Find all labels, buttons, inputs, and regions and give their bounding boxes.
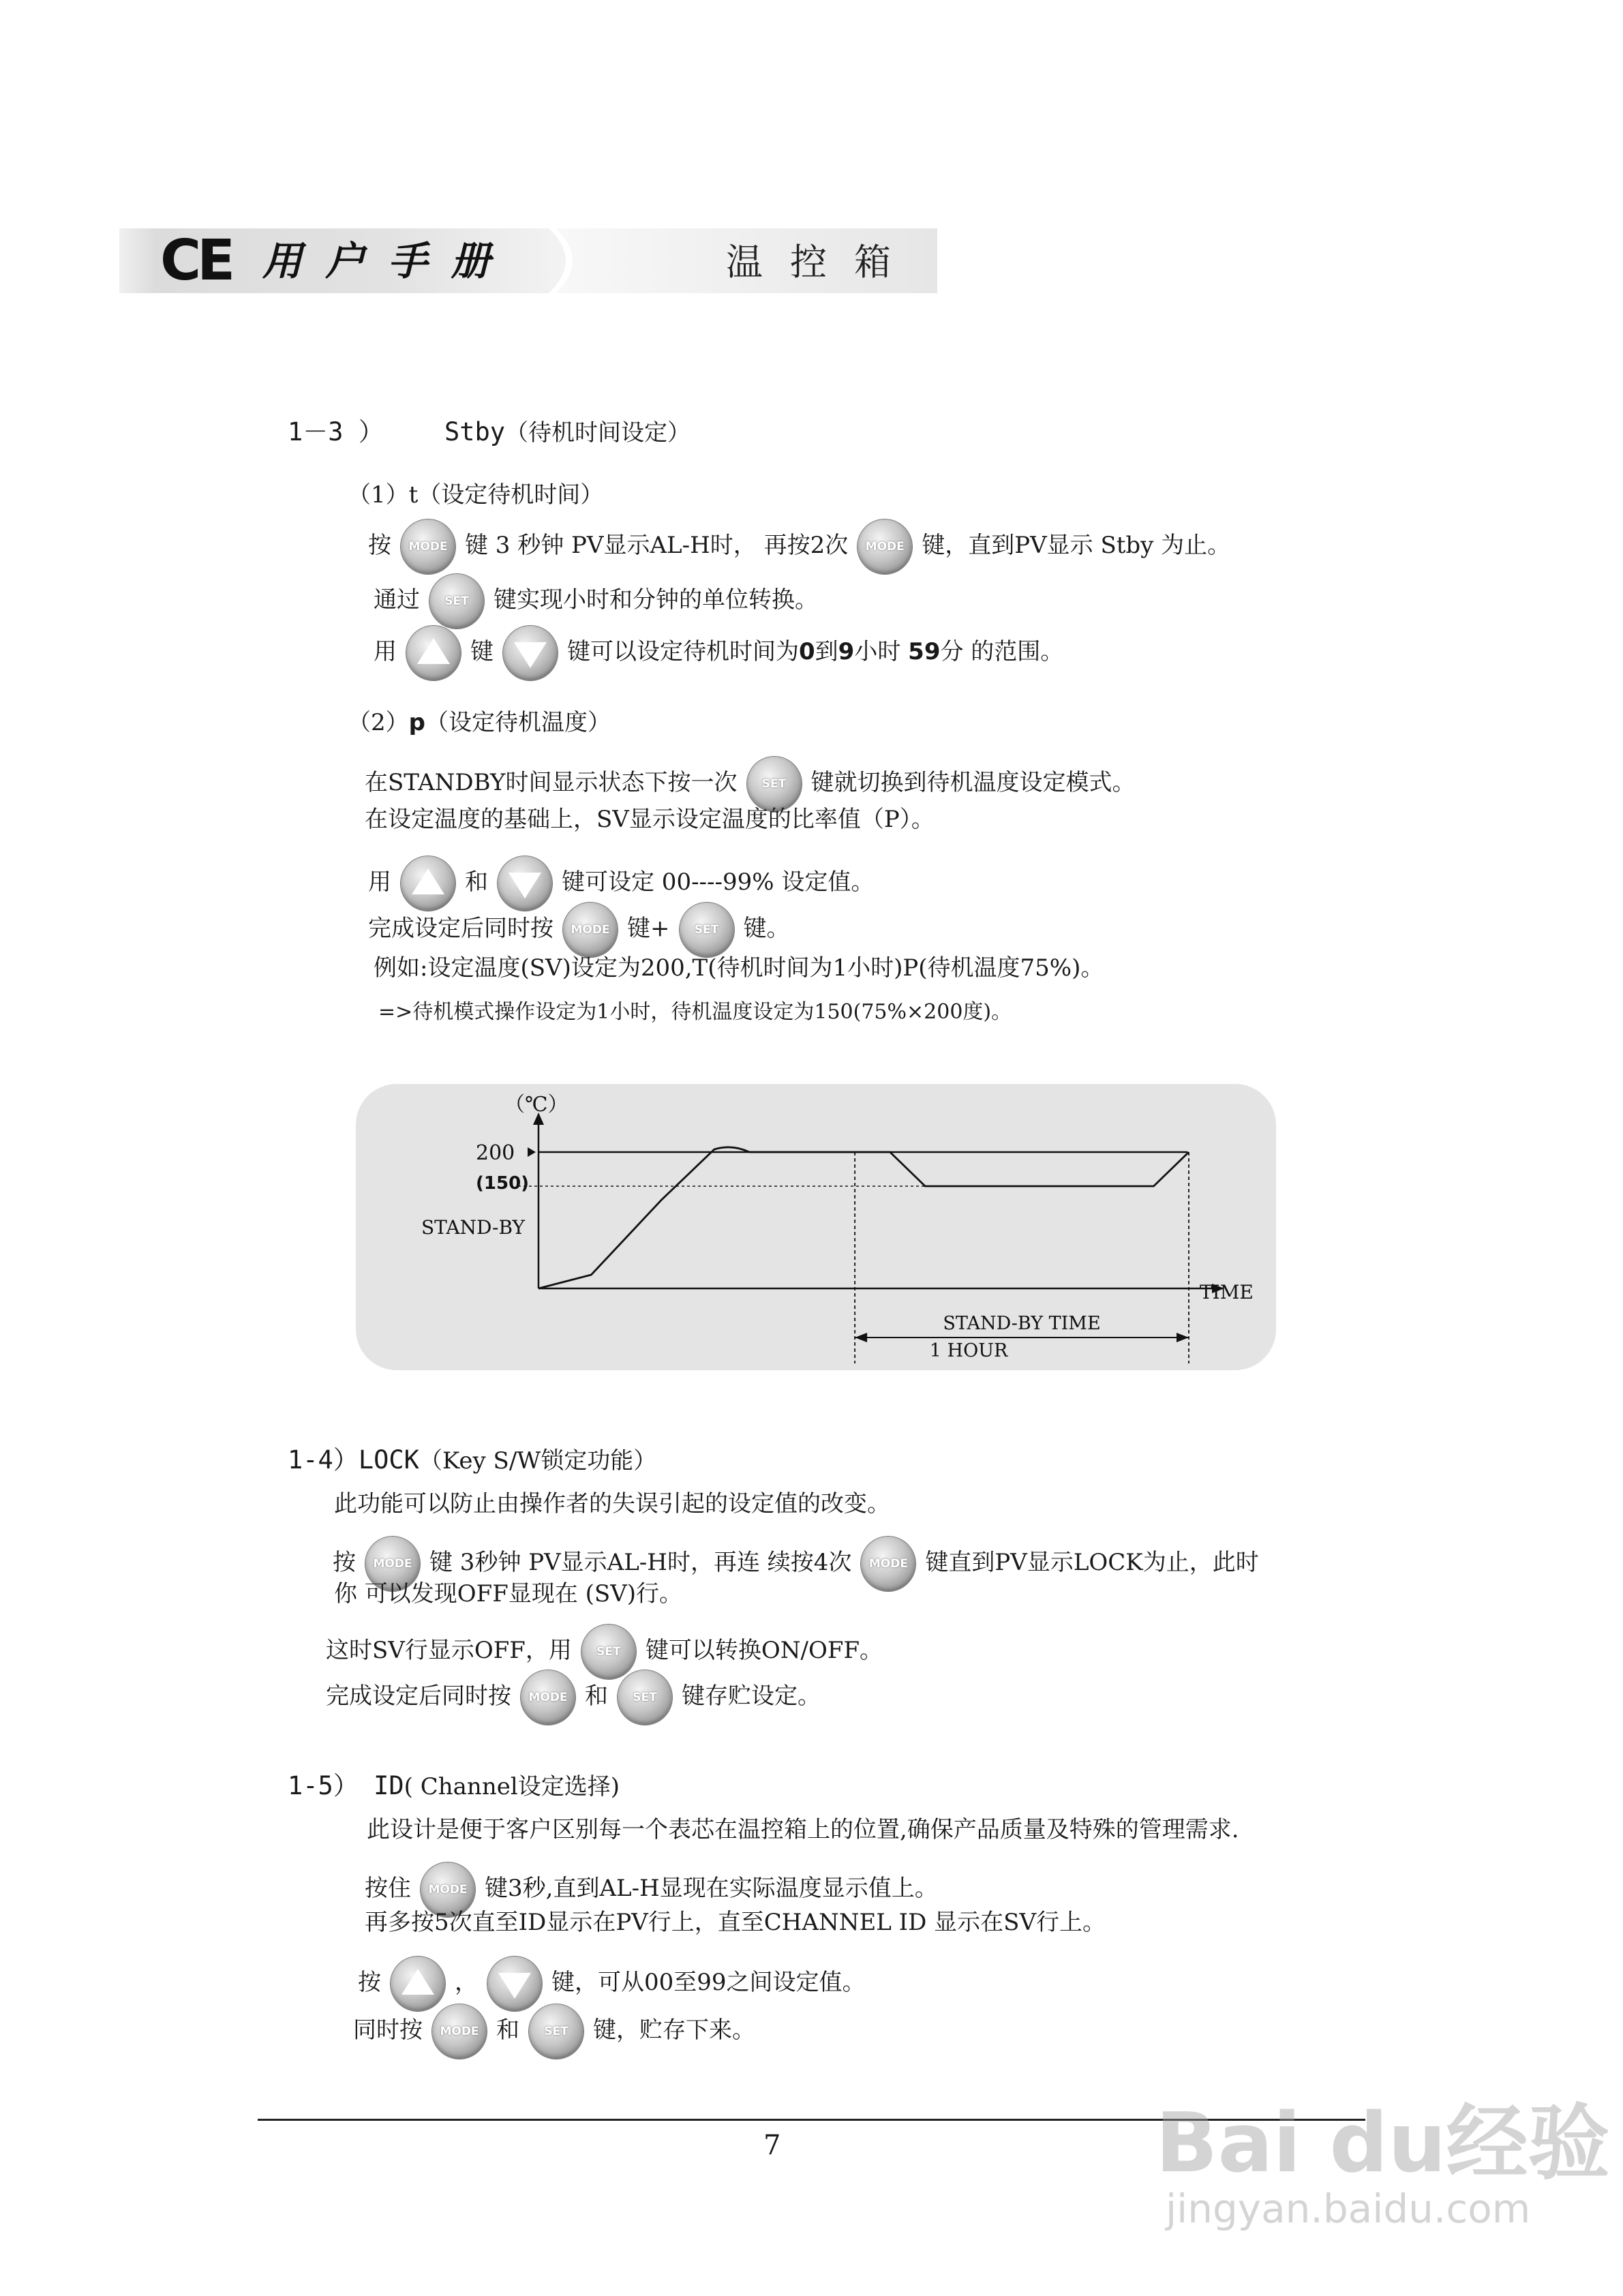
standby-label: STAND-BY <box>421 1216 526 1239</box>
mode-key-icon: MODE <box>401 519 455 574</box>
s13-line-2: 通过 SET 键实现小时和分钟的单位转换。 <box>374 574 818 629</box>
mode-key-icon: MODE <box>861 1537 915 1591</box>
set-key-icon: SET <box>429 574 484 629</box>
watermark-url: jingyan.baidu.com <box>1166 2186 1531 2232</box>
down-arrow-key-icon <box>503 626 558 680</box>
standby-time-label: STAND-BY TIME <box>943 1313 1101 1334</box>
s15-line-4: 按 ， 键，可从00至99之间设定值。 <box>358 1957 866 2011</box>
s13-line-4: 在STANDBY时间显示状态下按一次 SET 键就切换到待机温度设定模式。 <box>365 757 1136 811</box>
s14-line-2: 按 MODE 键 3秒钟 PV显示AL-H时，再连 续按4次 MODE 键直到PV显示LOCK为止，此时 <box>333 1537 1259 1591</box>
subsection-p-heading: （2）p（设定待机温度） <box>348 709 611 736</box>
duration-label: 1 HOUR <box>929 1340 1008 1361</box>
mode-key-icon: MODE <box>432 2004 487 2059</box>
y-unit-label: （℃） <box>504 1093 568 1117</box>
up-arrow-key-icon <box>391 1957 445 2011</box>
tick-label-150: (150) <box>476 1173 530 1194</box>
tick-label-200: 200 <box>476 1141 515 1165</box>
mode-key-icon: MODE <box>563 903 618 957</box>
s14-line-1: 此功能可以防止由操作者的失误引起的设定值的改变。 <box>334 1490 890 1517</box>
mode-key-icon: MODE <box>421 1862 475 1917</box>
subsection-t-heading: （1）t（设定待机时间） <box>348 481 604 509</box>
s13-example: 例如:设定温度(SV)设定为200,T(待机时间为1小时)P(待机温度75%)。 <box>374 954 1104 982</box>
set-key-icon: SET <box>529 2004 583 2059</box>
s13-line-3: 用 键 键可以设定待机时间为0到9小时 59分 的范围。 <box>374 626 1063 680</box>
product-name: 温控箱 <box>726 241 918 284</box>
s13-line-7: 完成设定后同时按 MODE 键+ SET 键。 <box>368 903 790 957</box>
set-key-icon: SET <box>747 757 802 811</box>
watermark-brand: Bai du经验 <box>1155 2096 1610 2191</box>
standby-chart <box>356 1084 1276 1370</box>
section-1-4-heading: 1-4）LOCK（Key S/W锁定功能） <box>288 1445 657 1475</box>
duration-arrow-right <box>1177 1333 1189 1342</box>
x-axis-label: TIME <box>1200 1281 1254 1303</box>
section-1-3-heading: 1－3 ） Stby（待机时间设定） <box>288 417 691 447</box>
s15-line-5: 同时按 MODE 和 SET 键，贮存下来。 <box>353 2004 755 2059</box>
s13-line-6: 用 和 键可设定 00----99% 设定值。 <box>368 856 874 911</box>
header-banner <box>119 228 937 293</box>
s15-line-1: 此设计是便于客户区别每一个表芯在温控箱上的位置,确保产品质量及特殊的管理需求. <box>367 1816 1239 1843</box>
s13-result: =>待机模式操作设定为1小时，待机温度设定为150(75%×200度)。 <box>378 1000 1012 1024</box>
s14-line-4: 这时SV行显示OFF，用 SET 键可以转换ON/OFF。 <box>326 1625 883 1679</box>
standby-chart-panel <box>356 1084 1276 1370</box>
set-key-icon: SET <box>680 903 734 957</box>
section-1-5-heading: 1-5） ID( Channel设定选择) <box>288 1771 620 1800</box>
manual-title: 用户手册 <box>262 238 514 284</box>
s15-line-3: 再多按5次直至ID显示在PV行上，直至CHANNEL ID 显示在SV行上。 <box>365 1909 1106 1936</box>
mode-key-icon: MODE <box>365 1537 420 1591</box>
mode-key-icon: MODE <box>521 1670 575 1725</box>
duration-arrow-left <box>855 1333 867 1342</box>
s15-line-2: 按住 MODE 键3秒,直到AL-H显现在实际温度显示值上。 <box>365 1862 938 1917</box>
ce-mark: CE <box>160 228 232 293</box>
set-key-icon: SET <box>581 1625 636 1679</box>
s13-line-5: 在设定温度的基础上，SV显示设定温度的比率值（P）。 <box>365 806 935 833</box>
set-key-icon: SET <box>618 1670 672 1725</box>
tick-200-pointer <box>528 1147 536 1157</box>
temperature-series-line <box>539 1147 1189 1288</box>
s14-line-5: 完成设定后同时按 MODE 和 SET 键存贮设定。 <box>326 1670 821 1725</box>
s14-line-3: 你 可以发现OFF显现在 (SV)行。 <box>334 1580 683 1607</box>
mode-key-icon: MODE <box>858 519 912 574</box>
page-number: 7 <box>763 2130 781 2161</box>
down-arrow-key-icon <box>487 1957 542 2011</box>
s13-line-1: 按 MODE 键 3 秒钟 PV显示AL-H时， 再按2次 MODE 键，直到PV显示 Stby 为止。 <box>368 519 1230 574</box>
up-arrow-key-icon <box>406 626 461 680</box>
